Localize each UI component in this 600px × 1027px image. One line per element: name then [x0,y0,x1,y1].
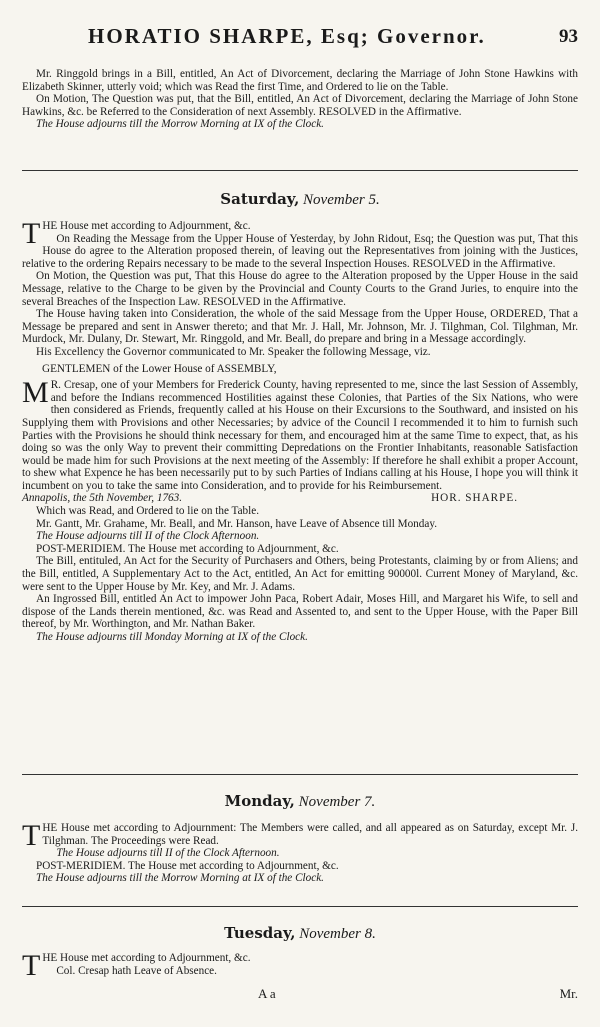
day-date: November 5. [303,192,380,208]
day-name: Monday, [224,792,295,810]
paragraph: On Motion, The Question was put, that the Bill, entitled, An Act of Divorcement, declaring the Marriage of John Stone Hawkins, &c. be Referred to the Consideration of next Assembly. RESOLVED in the Affirmative. [22,93,578,118]
paragraph: The House having taken into Consideration, the whole of the said Message from the Upper House, ORDERED, That a Message be prepared and sent in Answer thereto; and that Mr. J. Hall, Mr. Johnson, Mr. J. Tilghman, Col. Tilghman, Mr. Murdock, Mr. Dulany, Dr. Stewart, Mr. Ringgold, and Mr. Beall, do prepare and bring in a Message accordingly. [22,308,578,346]
paragraph: An Ingrossed Bill, entitled An Act to impower John Paca, Robert Adair, Moses Hill, and Margaret his Wife, to sell and dispose of the Lands therein mentioned, &c. was Read and Assented to, and sent to the Upper House, with the Paper Bill thereof, by Mr. Worthington, and Mr. Nathan Baker. [22,593,578,631]
tuesday-heading [0,924,600,943]
day-name: Saturday, [220,190,300,208]
paragraph: His Excellency the Governor communicated to Mr. Speaker the following Message, viz. [36,345,431,358]
paragraph: Col. Cresap hath Leave of Absence. [56,964,217,977]
section-divider [22,774,578,775]
paragraph: Which was Read, and Ordered to lie on the Table. [36,505,259,518]
signature-mark: A a [258,986,276,1001]
first-paragraph [22,217,578,250]
adjournment-note: The House adjourns till the Morrow Morning at IX of the Clock. [36,872,324,885]
drop-cap: T [22,819,41,852]
day-date: November 7. [298,794,376,810]
page-header [0,22,600,54]
letter-text: R. Cresap, one of your Members for Frederick County, having represented to me, since the last Session of Assembly, and before the Indians recommenced Hostilities against these Colonies, that Parties of the Six Nations, who were then considered as Friends, frequently called at his House on their Excursions to the Southward, and insisted on his Supplying them with Provisions and other Necessaries; by advice of the Council I recommended it to him to furnish such Parties with the Provisions he should think necessary for them, and encouraged him at the same Time to expect, that, as his doing so was the only Way to prevent their committing Depredations on the Frontier Inhabitants, reasonable Satisfaction would be made him for such Provisions at the next meeting of the Assembly: If therefore he shall exhibit a proper Account, to shew what Expence he has been necessarily put to by such Parties of Indians calling at his House, I hope you will think it incumbent on you to take the same into Consideration, and to provide for his Reimbursement. [22,379,578,492]
letter-signoff [22,492,578,505]
monday-section [22,819,578,885]
catchword: Mr. [559,986,578,1001]
page-footer [0,986,600,1006]
paragraph: POST-MERIDIEM. The House met according to Adjournment, &c. [36,859,339,872]
first-paragraph [22,819,578,852]
signature: HOR. SHARPE. [431,492,518,505]
section-divider [22,906,578,907]
running-head: HORATIO SHARPE, Esq; Governor. [88,24,486,48]
monday-heading [0,792,600,811]
letter-salutation: GENTLEMEN of the Lower House of ASSEMBLY, [42,362,277,375]
opening-section [22,68,578,131]
first-line: HE House met according to Adjournment, &c. [42,952,251,964]
drop-cap: T [22,949,41,982]
drop-cap: T [22,217,41,250]
place-date: Annapolis, the 5th November, 1763. [22,492,183,505]
adjournment-note: The House adjourns till II of the Clock Afternoon. [36,530,260,543]
saturday-heading [0,190,600,209]
saturday-section [22,217,578,644]
adjournment-note: The House adjourns till Monday Morning at IX of the Clock. [36,631,308,643]
tuesday-section [22,949,578,982]
adjournment-note: The House adjourns till II of the Clock Afternoon. [56,847,280,860]
section-divider [22,170,578,171]
paragraph: On Motion, the Question was put, That this House do agree to the Alteration proposed by the Upper House in the said Message, relative to the Charge to be given by the Provincial and County Courts to the Grand Juries, to enquire into the several Breaches of the Inspection Law. RESOLVED in the Affirmative. [22,270,578,308]
page-number: 93 [559,26,578,47]
letter-body [22,376,578,492]
paragraph: Mr. Ringgold brings in a Bill, entitled, An Act of Divorcement, declaring the Marriage of John Stone Hawkins with Elizabeth Skinner, utterly void; which was Read the first Time, and Ordered to lie on the Table. [22,68,578,93]
paragraph: On Reading the Message from the Upper House of Yesterday, by John Ridout, Esq; the Question was put, That this House do agree to the Alteration proposed therein, of leaving out the Representatives from joining with the Justices, relative to the ordering Repairs necessary to be made to the several Inspection Houses. RESOLVED in the Affirmative. [22,232,578,270]
day-name: Tuesday, [224,924,296,942]
adjournment-note: The House adjourns till the Morrow Morning at IX of the Clock. [36,118,324,131]
paragraph: The Bill, entituled, An Act for the Security of Purchasers and Others, being Protestants, claiming by or from Aliens; and the Bill, entitled, A Supplementary Act to the Act, entitled, An Act for emitting 90000l. Current Money of Maryland, &c. were sent to the Upper House by Mr. Key, and Mr. J. Adams. [22,555,578,593]
drop-cap: M [22,376,49,410]
first-line: HE House met according to Adjournment, &c. [42,220,251,232]
paragraph: Mr. Gantt, Mr. Grahame, Mr. Beall, and Mr. Hanson, have Leave of Absence till Monday. [36,517,437,530]
first-line: HE House met according to Adjournment: The Members were called, and all appeared as on Saturday, except Mr. J. Tilghman. The Proceedings were Read. [42,822,578,847]
paragraph: POST-MERIDIEM. The House met according to Adjournment, &c. [36,542,339,555]
day-date: November 8. [299,926,376,942]
